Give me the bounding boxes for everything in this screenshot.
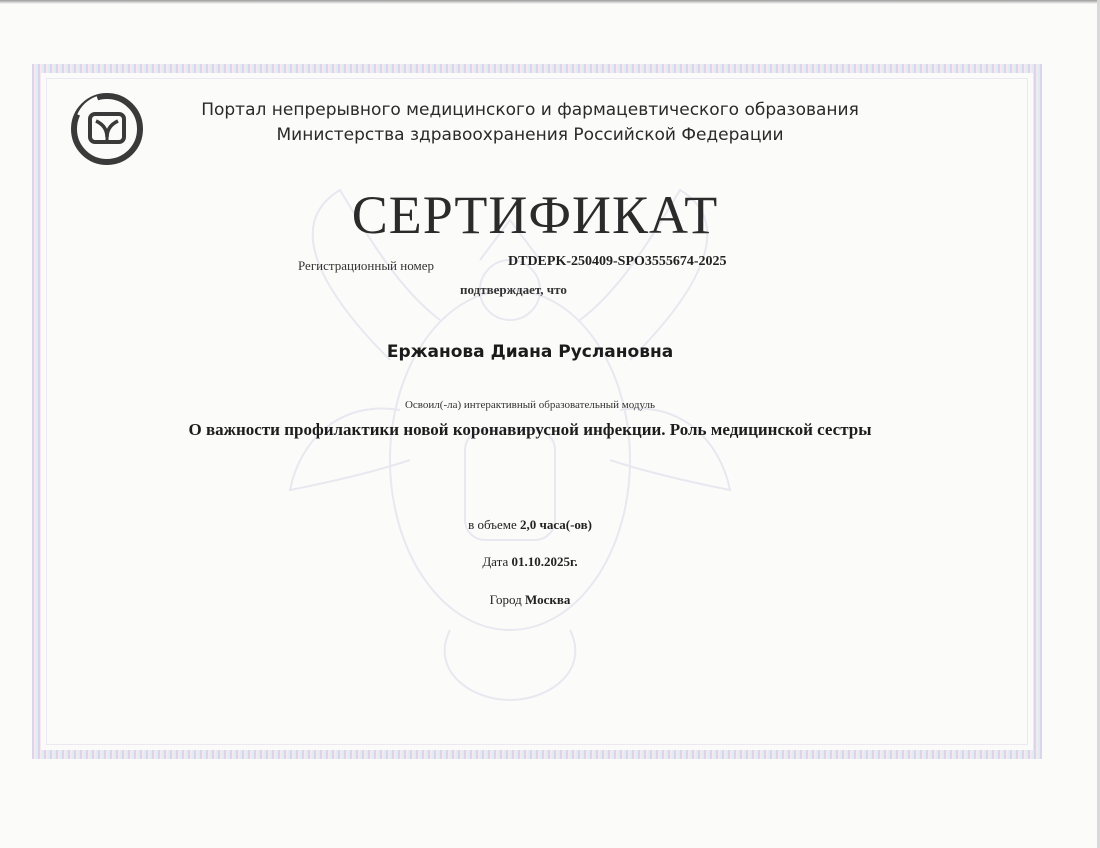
certificate-title: СЕРТИФИКАТ [351, 185, 719, 245]
header-line-ministry: Министерства здравоохранения Российской Федерации [276, 125, 784, 145]
header-line-portal: Портал непрерывного медицинского и фармацевтического образования [201, 100, 859, 120]
registration-number: DTDEPK-250409-SPO3555674-2025 [508, 254, 727, 269]
date-label: Дата [482, 554, 509, 569]
date-line [0, 554, 1060, 570]
date-value: 01.10.2025г. [511, 554, 578, 569]
holder-name: Ержанова Диана Руслановна [386, 342, 674, 362]
city-value: Москва [524, 592, 571, 607]
volume-label: в объеме [468, 517, 517, 532]
city-line [0, 592, 1060, 608]
registration-label: Регистрационный номер [298, 258, 434, 273]
open-book-logo-icon [68, 90, 146, 168]
volume-line [0, 517, 1060, 533]
confirms-text: подтверждает, что [460, 282, 567, 297]
module-label: Освоил(-ла) интерактивный образовательный модуль [404, 399, 656, 411]
scan-edge-top [0, 0, 1100, 4]
city-label: Город [489, 592, 522, 607]
module-title: О важности профилактики новой коронавирусной инфекции. Роль медицинской сестры [188, 420, 872, 439]
portal-header [160, 98, 900, 148]
volume-value: 2,0 часа(-ов) [519, 517, 592, 532]
